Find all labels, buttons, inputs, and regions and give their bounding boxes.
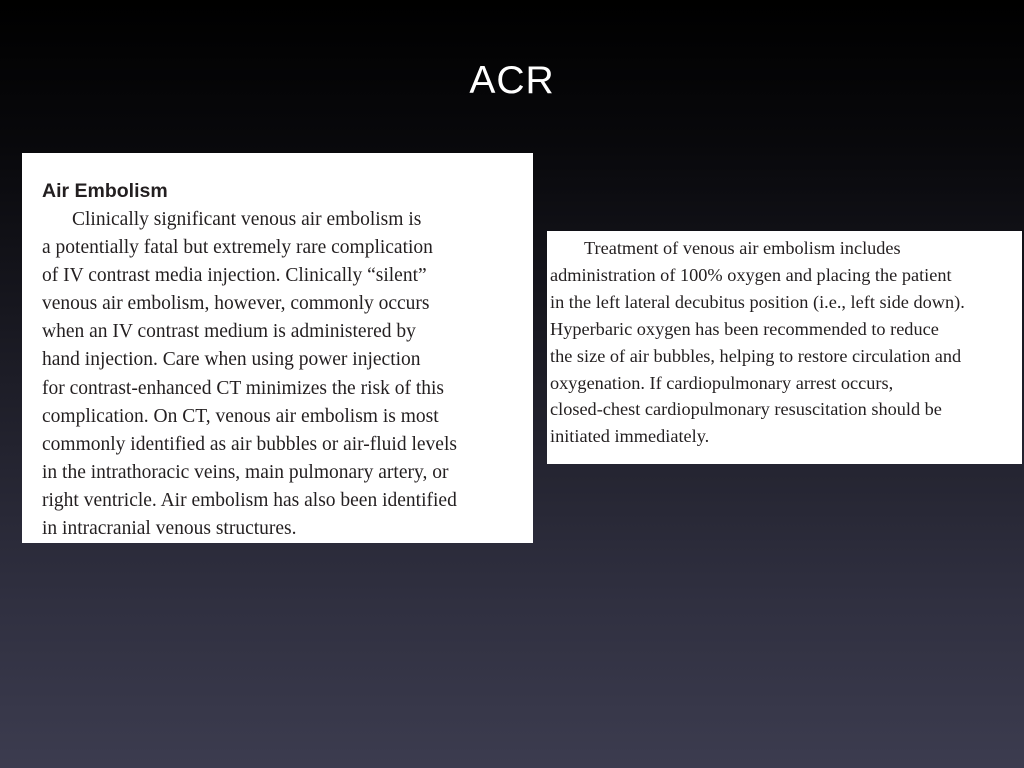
excerpt-line: commonly identified as air bubbles or air-fluid levels <box>42 433 457 455</box>
excerpt-line: Hyperbaric oxygen has been recommended to reduce <box>550 318 939 339</box>
excerpt-line: hand injection. Care when using power injection <box>42 349 421 371</box>
excerpt-heading: Air Embolism <box>42 180 168 202</box>
treatment-excerpt <box>547 231 1022 464</box>
excerpt-line: for contrast-enhanced CT minimizes the risk of this <box>42 377 444 399</box>
excerpt-line: Clinically significant venous air embolism is <box>72 209 422 230</box>
excerpt-line: closed-chest cardiopulmonary resuscitation should be <box>550 399 942 420</box>
excerpt-line: in the left lateral decubitus position (i.e., left side down). <box>550 291 965 312</box>
slide-title: ACR <box>469 59 555 102</box>
excerpt-line: a potentially fatal but extremely rare complication <box>42 237 433 259</box>
excerpt-line: venous air embolism, however, commonly occurs <box>42 293 430 315</box>
air-embolism-excerpt <box>22 153 533 543</box>
excerpt-line: oxygenation. If cardiopulmonary arrest occurs, <box>550 372 894 393</box>
excerpt-line: Treatment of venous air embolism includes <box>584 238 901 258</box>
excerpt-line: when an IV contrast medium is administered by <box>42 321 416 343</box>
excerpt-line: administration of 100% oxygen and placing the patient <box>550 264 952 285</box>
excerpt-line: complication. On CT, venous air embolism is most <box>42 405 439 427</box>
excerpt-line: initiated immediately. <box>550 426 710 447</box>
excerpt-line: in intracranial venous structures. <box>42 518 297 540</box>
excerpt-line: the size of air bubbles, helping to restore circulation and <box>550 345 962 366</box>
excerpt-line: of IV contrast media injection. Clinically “silent” <box>42 265 427 287</box>
excerpt-line: right ventricle. Air embolism has also been identified <box>42 489 457 511</box>
excerpt-line: in the intrathoracic veins, main pulmonary artery, or <box>42 461 449 483</box>
